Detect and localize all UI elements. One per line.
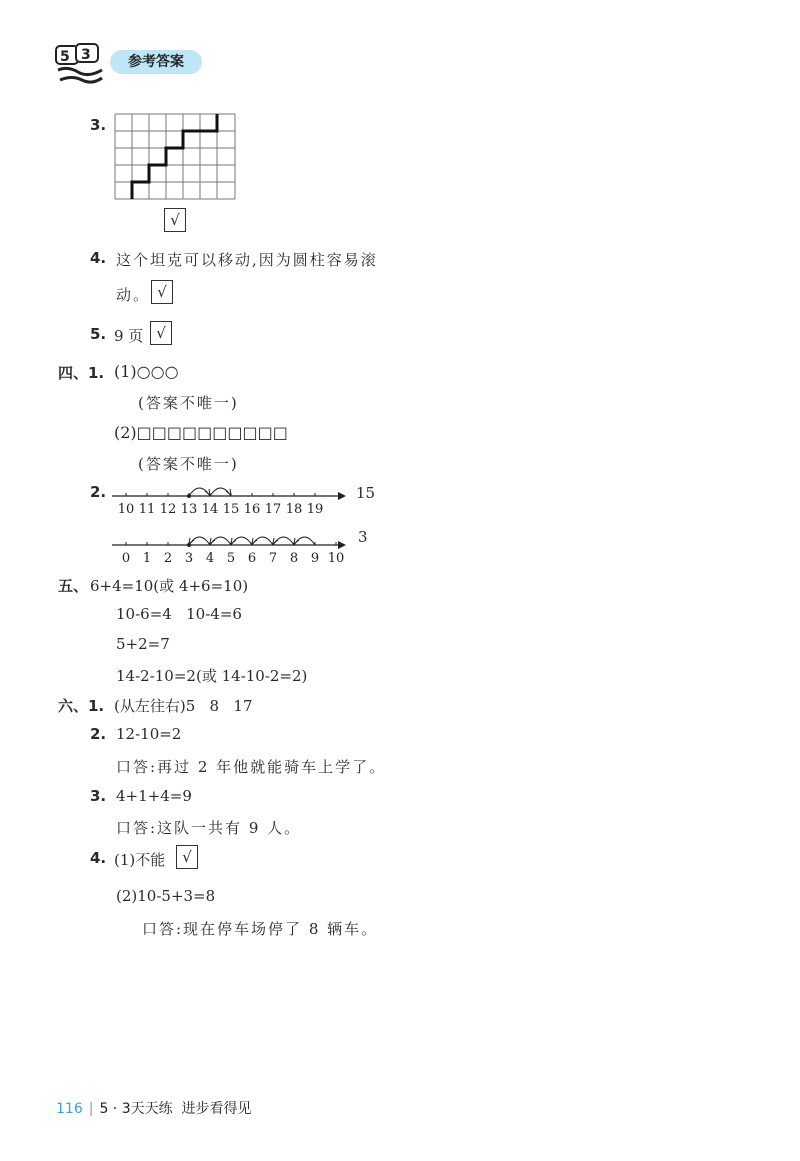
number-line-1 (112, 476, 352, 518)
equation: (2)10-5+3=8 (116, 887, 216, 905)
section-label: 六、1. (58, 697, 105, 715)
page-footer (56, 1098, 252, 1118)
oral-answer: 口答:现在停车场停了 8 辆车。 (142, 920, 379, 938)
svg-text:5: 5 (60, 49, 70, 65)
tick-label: 5 (226, 551, 236, 566)
logo (54, 42, 106, 86)
tick-label: 1 (142, 551, 152, 566)
section-label: 四、1. (58, 364, 105, 382)
axis-arrow (338, 492, 346, 500)
axis-arrow (338, 541, 346, 549)
equation: 12-10=2 (116, 725, 182, 743)
page-number: 116 (56, 1101, 83, 1117)
note-text: (答案不唯一) (138, 394, 239, 412)
staircase-grid (114, 113, 236, 201)
answer-text: (1)不能 (114, 851, 166, 869)
tick-label: 9 (310, 551, 320, 566)
section-label: 五、 (58, 577, 89, 595)
tick-label: 6 (247, 551, 257, 566)
tick-label: 10 (117, 502, 135, 517)
tick-label: 16 (243, 502, 261, 517)
tick-label: 0 (121, 551, 131, 566)
oral-answer: 口答:再过 2 年他就能骑车上学了。 (116, 758, 387, 776)
equation: 5+2=7 (116, 635, 170, 653)
tick-label: 4 (205, 551, 215, 566)
answer-key-badge: 参考答案 (110, 50, 202, 74)
question-number: 5. (90, 325, 107, 343)
tick-label: 15 (222, 502, 240, 517)
check-box: √ (164, 208, 186, 232)
equation: 6+4=10(或 4+6=10) (90, 577, 249, 595)
question-number: 2. (90, 725, 107, 743)
brand-name: 5 · 3天天练 (99, 1101, 173, 1117)
oral-answer: 口答:这队一共有 9 人。 (116, 819, 302, 837)
tick-label: 17 (264, 502, 282, 517)
tick-label: 14 (201, 502, 219, 517)
tick-label: 18 (285, 502, 303, 517)
tick-label: 3 (184, 551, 194, 566)
answer-text: 这个坦克可以移动,因为圆柱容易滚 (116, 251, 378, 269)
tick-label: 13 (180, 502, 198, 517)
slogan: 进步看得见 (181, 1101, 252, 1117)
equation: 4+1+4=9 (116, 787, 192, 805)
tick-label: 8 (289, 551, 299, 566)
check-box: √ (150, 321, 172, 345)
check-box: √ (151, 280, 173, 304)
question-number: 4. (90, 249, 107, 267)
answer-text: 动。 (116, 286, 151, 304)
equation: 14-2-10=2(或 14-10-2=2) (116, 667, 308, 685)
number-line-answer: 3 (358, 528, 368, 546)
question-number: 2. (90, 483, 107, 501)
tick-label: 2 (163, 551, 173, 566)
question-number: 4. (90, 849, 107, 867)
question-number: 3. (90, 116, 107, 134)
start-point (187, 543, 191, 547)
check-box: √ (176, 845, 198, 869)
tick-label: 7 (268, 551, 278, 566)
start-point (187, 494, 191, 498)
tick-label: 19 (306, 502, 324, 517)
note-text: (答案不唯一) (138, 455, 239, 473)
question-number: 3. (90, 787, 107, 805)
footer-separator: | (88, 1101, 94, 1117)
answer-text: (2)□□□□□□□□□□ (114, 423, 288, 442)
answer-text: 9 页 (114, 327, 144, 345)
tick-label: 11 (138, 502, 156, 517)
svg-text:3: 3 (81, 47, 91, 63)
number-line-answer: 15 (356, 484, 376, 502)
answer-text: (1)○○○ (114, 362, 179, 381)
answer-text: (从左往右)5 8 17 (114, 697, 253, 715)
number-line-2 (112, 525, 352, 567)
tick-label: 10 (327, 551, 345, 566)
equation: 10-6=4 10-4=6 (116, 605, 242, 623)
tick-label: 12 (159, 502, 177, 517)
